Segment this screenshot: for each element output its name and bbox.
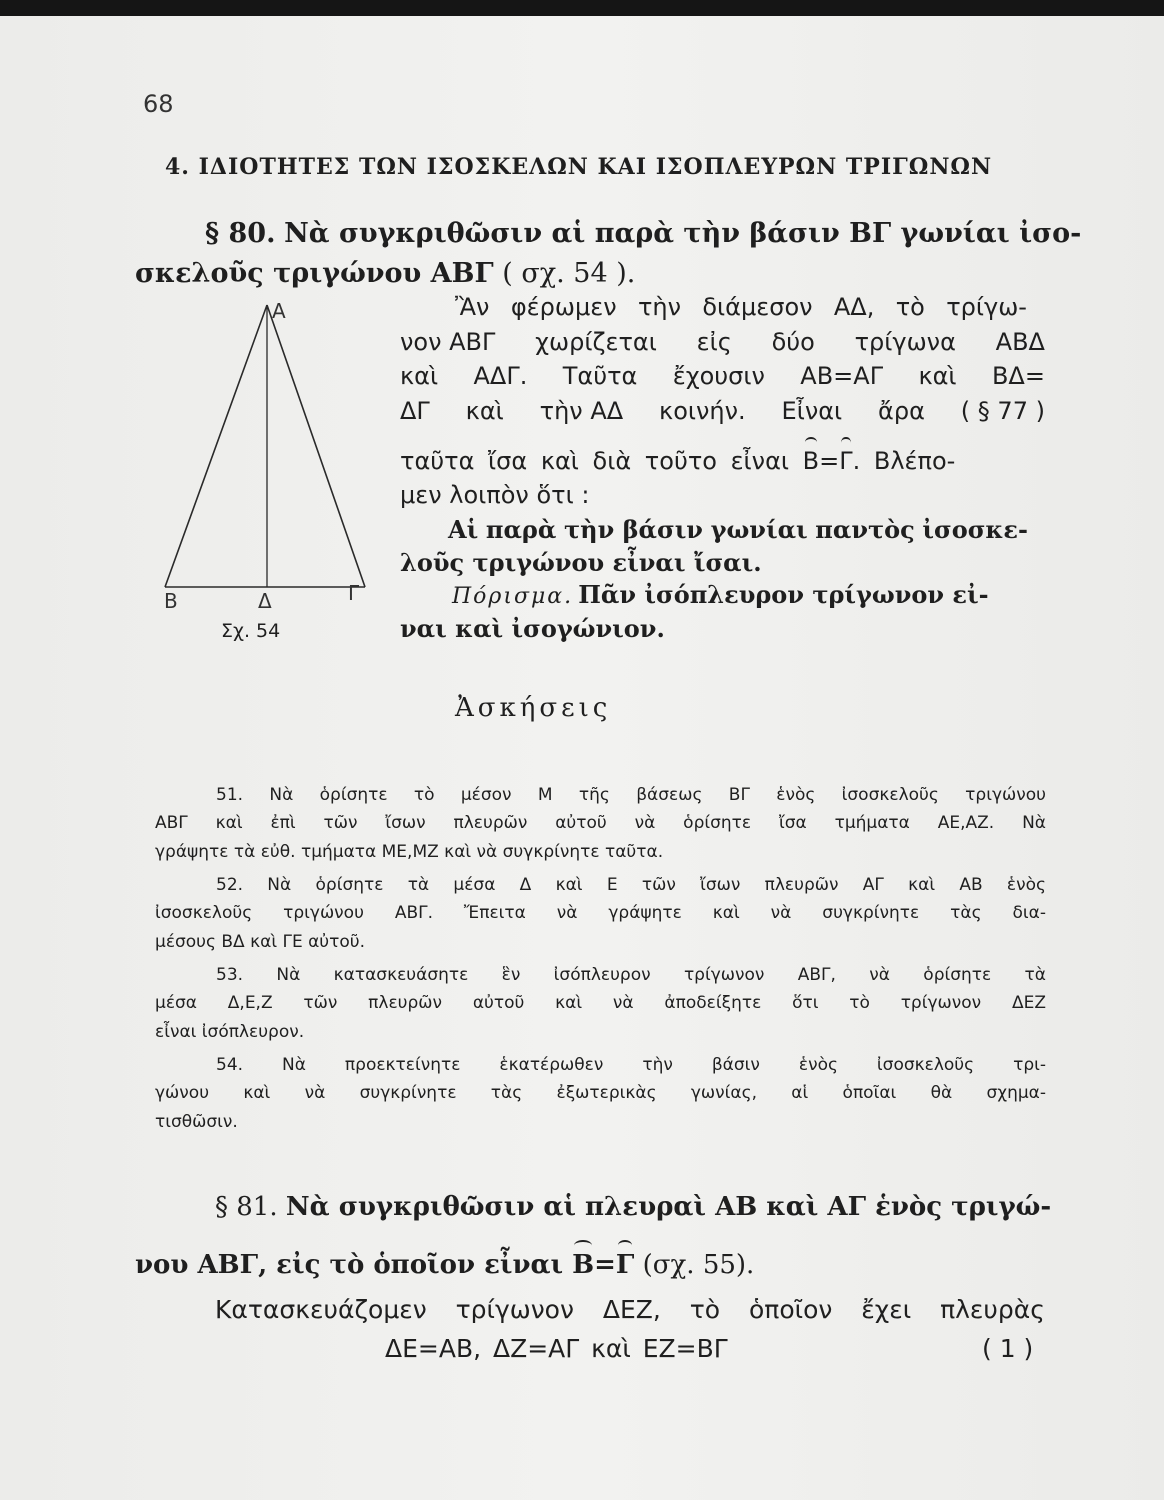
word: ἰσοσκε- [922, 515, 1028, 544]
word: Κατασκευάζομεν [215, 1295, 427, 1324]
scan-top-edge [0, 0, 1164, 16]
figure-reference: ( σχ. 54 ). [502, 258, 636, 289]
word: τὸ [689, 1295, 721, 1324]
theorem-line1 [448, 515, 1028, 544]
word: ἔχουσιν [672, 362, 765, 390]
paragraph-80-body-line4 [400, 397, 1045, 425]
word: ἔχει [861, 1295, 912, 1324]
paragraph-81-title-line2 [135, 1250, 754, 1280]
exercise-52-line1: 52. Νὰ ὁρίσητε τὰ μέσα Δ καὶ Ε τῶν ἴσων πλευρῶν ΑΓ καὶ ΑΒ ἑνὸς [216, 875, 1046, 895]
word: Αἱ [448, 515, 479, 544]
exercise-51-line2: ΑΒΓ καὶ ἐπὶ τῶν ἴσων πλευρῶν αὐτοῦ νὰ ὁρίσητε ἴσα τμήματα ΑΕ,ΑΖ. Νὰ [155, 813, 1046, 833]
word: Ταῦτα [562, 362, 638, 390]
angle-b: Β [572, 1250, 595, 1280]
word: ἄρα [878, 397, 925, 425]
word: νον ΑΒΓ [400, 328, 496, 356]
word: ΑΒΔ [995, 328, 1045, 356]
porisma-label: Πόρισμα. [452, 584, 574, 609]
paragraph-81-title-text: Νὰ συγκριθῶσιν αἱ πλευραὶ ΑΒ καὶ ΑΓ ἑνὸς τριγώ- [285, 1192, 1052, 1222]
paragraph-80-body-line2 [400, 328, 1045, 356]
word: εἰς [696, 328, 732, 356]
word: δύο [771, 328, 815, 356]
section-title: 4. ΙΔΙΟΤΗΤΕΣ ΤΩΝ ΙΣΟΣΚΕΛΩΝ ΚΑΙ ΙΣΟΠΛΕΥΡΩΝ ΤΡΙΓΩΝΩΝ [165, 154, 993, 180]
figure-reference: (σχ. 55). [634, 1250, 755, 1280]
angle-b: Β [802, 447, 820, 475]
word: ΔΓ [400, 397, 430, 425]
word: κοινήν. [659, 397, 746, 425]
paragraph-80-title-text: Νὰ συγκριθῶσιν αἱ παρὰ τὴν βάσιν ΒΓ γωνίαι ἰσο- [284, 218, 1082, 249]
equation-1: ΔΕ=ΑΒ, ΔΖ=ΑΓ καὶ ΕΖ=ΒΓ [385, 1334, 728, 1363]
text: νου ΑΒΓ, εἰς τὸ ὁποῖον εἶναι [135, 1250, 573, 1280]
word: ( § 77 ) [960, 397, 1045, 425]
vertex-label-d: Δ [258, 589, 272, 613]
word: χωρίζεται [535, 328, 657, 356]
word: τὸ [895, 293, 925, 321]
word: Εἶναι [781, 397, 843, 425]
paragraph-81-number: § 81. [215, 1192, 278, 1222]
equals-sign: = [819, 447, 840, 475]
porisma-line1 [452, 580, 989, 609]
exercise-53-line3: εἶναι ἰσόπλευρον. [155, 1022, 305, 1042]
word: ΒΔ= [991, 362, 1045, 390]
paragraph-81-title-line1 [215, 1192, 1051, 1222]
word: τὴν βάσιν [563, 515, 703, 544]
word: παρὰ [485, 515, 557, 544]
angle-g: Γ [615, 1250, 635, 1280]
porisma-text: Πᾶν ἰσόπλευρον τρίγωνον εἰ- [578, 580, 989, 609]
text: . Βλέπο- [852, 447, 956, 475]
word: γωνίαι [710, 515, 808, 544]
word: καὶ [465, 397, 504, 425]
word: Ἂν [455, 293, 490, 321]
exercise-52-line2: ἰσοσκελοῦς τριγώνου ΑΒΓ. Ἔπειτα νὰ γράψητε καὶ νὰ συγκρίνητε τὰς δια- [155, 903, 1046, 923]
word: τὴν [637, 293, 682, 321]
word: ΑΒ=ΑΓ [800, 362, 884, 390]
exercise-52-line3: μέσους ΒΔ καὶ ΓΕ αὐτοῦ. [155, 932, 366, 952]
word: τρίγω- [946, 293, 1027, 321]
word: ὁποῖον [748, 1295, 833, 1324]
theorem-line2: λοῦς τριγώνου εἶναι ἴσαι. [400, 548, 762, 577]
word: πλευρὰς [940, 1295, 1045, 1324]
word: φέρωμεν [510, 293, 617, 321]
paragraph-80-number: § 80. [205, 218, 276, 249]
paragraph-81-body-line1 [215, 1295, 1045, 1324]
porisma-line2: ναι καὶ ἰσογώνιον. [400, 614, 665, 643]
word: τὴν ΑΔ [539, 397, 624, 425]
exercise-51-line3: γράψητε τὰ εὐθ. τμήματα ΜΕ,ΜΖ καὶ νὰ συγκρίνητε ταῦτα. [155, 842, 664, 862]
text: ταῦτα ἴσα καὶ διὰ τοῦτο εἶναι [400, 447, 803, 475]
word: ΑΔΓ. [473, 362, 528, 390]
word: τρίγωνα [854, 328, 956, 356]
paragraph-80-body-line6: μεν λοιπὸν ὅτι : [400, 481, 590, 509]
angle-g: Γ [839, 447, 853, 475]
word: παντὸς [815, 515, 915, 544]
exercises-heading: Ἀσκήσεις [455, 693, 612, 723]
exercise-54-line3: τισθῶσιν. [155, 1112, 238, 1132]
paragraph-80-body-line1 [455, 293, 1027, 321]
vertex-label-b: Β [164, 589, 178, 613]
vertex-label-a: Α [272, 300, 286, 323]
paragraph-80-title-line1 [205, 218, 1081, 249]
paragraph-80-title-cont: σκελοῦς τριγώνου ΑΒΓ [135, 258, 494, 289]
word: ΑΔ, [833, 293, 875, 321]
figure-54-caption: Σχ. 54 [221, 620, 281, 642]
vertex-label-g: Γ [348, 581, 360, 605]
exercise-51-line1: 51. Νὰ ὁρίσητε τὸ μέσον Μ τῆς βάσεως ΒΓ ἑνὸς ἰσοσκελοῦς τριγώνου [216, 785, 1046, 805]
exercise-54-line1: 54. Νὰ προεκτείνητε ἑκατέρωθεν τὴν βάσιν ἑνὸς ἰσοσκελοῦς τρι- [216, 1055, 1046, 1075]
paragraph-80-body-line5 [400, 447, 955, 475]
word: καὶ [400, 362, 439, 390]
exercise-53-line1: 53. Νὰ κατασκευάσητε ἓν ἰσόπλευρον τρίγωνον ΑΒΓ, νὰ ὁρίσητε τὰ [216, 965, 1046, 985]
figure-54-triangle [160, 300, 380, 620]
exercise-53-line2: μέσα Δ,Ε,Ζ τῶν πλευρῶν αὐτοῦ καὶ νὰ ἀποδείξητε ὅτι τὸ τρίγωνον ΔΕΖ [155, 993, 1046, 1013]
equation-number: ( 1 ) [982, 1334, 1034, 1363]
word: ΔΕΖ, [602, 1295, 661, 1324]
paragraph-80-title-line2 [135, 258, 635, 289]
page-number: 68 [143, 90, 174, 118]
equals-sign: = [594, 1250, 616, 1280]
word: καὶ [918, 362, 957, 390]
paragraph-80-body-line3 [400, 362, 1045, 390]
word: τρίγωνον [455, 1295, 574, 1324]
word: διάμεσον [702, 293, 813, 321]
exercise-54-line2: γώνου καὶ νὰ συγκρίνητε τὰς ἐξωτερικὰς γωνίας, αἱ ὁποῖαι θὰ σχημα- [155, 1083, 1046, 1103]
